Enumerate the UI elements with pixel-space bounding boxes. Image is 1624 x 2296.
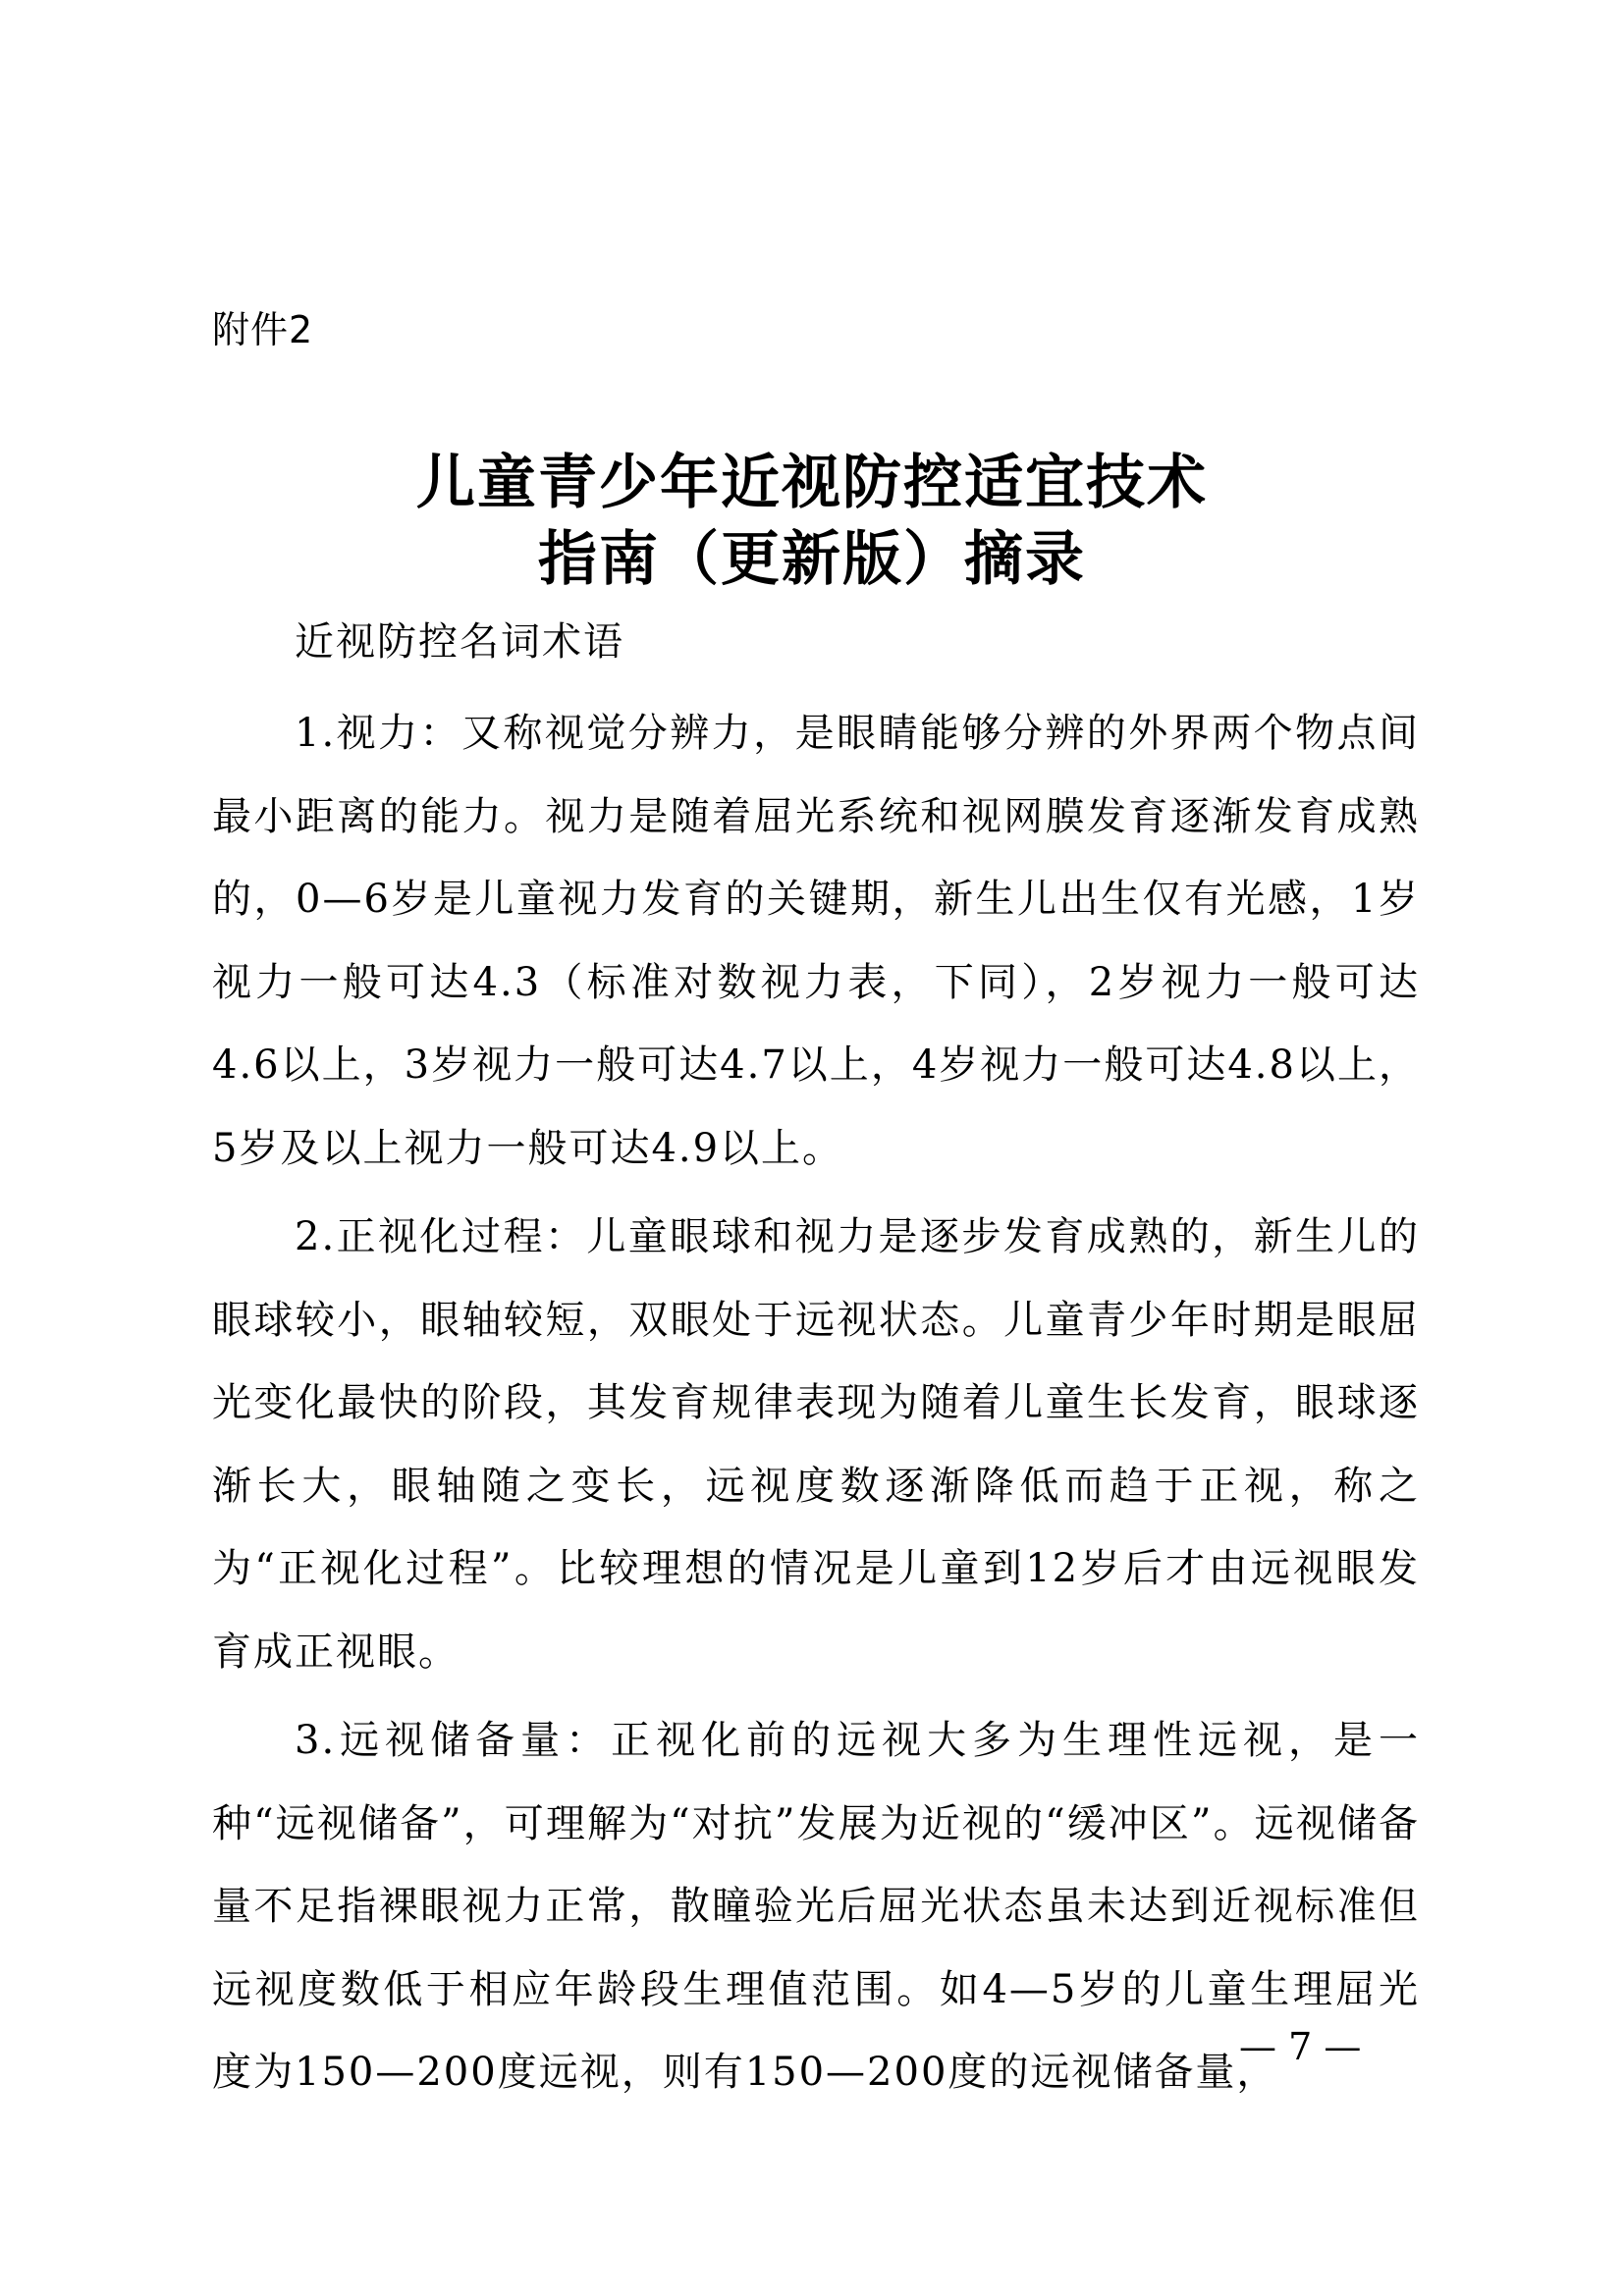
section-heading: 近视防控名词术语 [295, 619, 624, 665]
paragraph-emmetropization: 2.正视化过程：儿童眼球和视力是逐步发育成熟的，新生儿的眼球较小，眼轴较短，双眼处于远视状态。儿童青少年时期是眼屈光变化最快的阶段，其发育规律表现为随着儿童生长发育，眼球逐渐长大，眼轴随之变长，远视度数逐渐降低而趋于正视，称之为“正视化过程”。比较理想的情况是儿童到12岁后才由远视眼发育成正视眼。 [212, 1214, 1420, 1675]
page-number: — 7 — [1239, 2025, 1362, 2068]
document-title-line-1: 儿童青少年近视防控适宜技术 [416, 449, 1208, 517]
paragraph-hyperopia-reserve: 3.远视储备量：正视化前的远视大多为生理性远视，是一种“远视储备”，可理解为“对抗”发展为近视的“缓冲区”。远视储备量不足指裸眼视力正常，散瞳验光后屈光状态虽未达到近视标准但远视度数低于相应年龄段生理值范围。如4—5岁的儿童生理屈光度为150—200度远视，则有150—200度的远视储备量， [212, 1718, 1420, 2095]
document-title-line-2: 指南（更新版）摘录 [538, 525, 1086, 594]
attachment-label: 附件2 [212, 308, 314, 351]
paragraph-visual-acuity: 1.视力：又称视觉分辨力，是眼睛能够分辨的外界两个物点间最小距离的能力。视力是随着屈光系统和视网膜发育逐渐发育成熟的，0—6岁是儿童视力发育的关键期，新生儿出生仅有光感，1岁视力一般可达4.3（标准对数视力表，下同），2岁视力一般可达4.6以上，3岁视力一般可达4.7以上，4岁视力一般可达4.8以上，5岁及以上视力一般可达4.9以上。 [212, 711, 1420, 1171]
document-body [212, 692, 1420, 2120]
